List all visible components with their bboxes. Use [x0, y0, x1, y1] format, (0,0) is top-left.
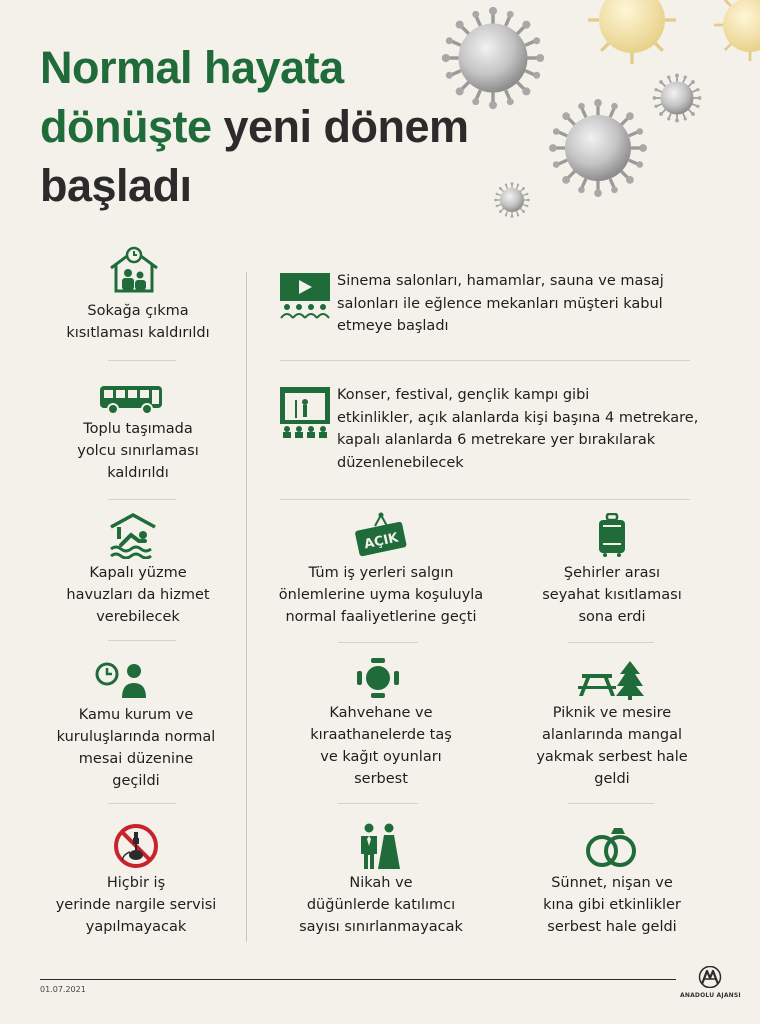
divider [108, 803, 176, 804]
kamu-kurum-text: Kamu kurum ve kuruluşlarında normal mesai düzenine geçildi [56, 707, 216, 789]
kapali-yuzme-text: Kapalı yüzme havuzları da hizmet verebilecek [66, 565, 210, 625]
virus-illustration [420, 0, 760, 230]
sunnet-text: Sünnet, nişan ve kına gibi etkinlikler serbest hale geldi [543, 875, 681, 935]
table-chairs-icon [356, 657, 400, 699]
concert-stage-icon [279, 386, 331, 438]
aa-logo-icon [695, 966, 725, 988]
konser-text: Konser, festival, gençlik kampı gibi etkinlikler, açık alanlarda kişi başına 4 metrekare, kapalı alanlarda 6 metrekare yer bırakılarak düzenlenebilecek [337, 387, 699, 471]
open-sign-icon [353, 512, 409, 558]
title-line-2-green: dönüşte [40, 101, 212, 152]
seyahat-text: Şehirler arası seyahat kısıtlaması sona erdi [542, 565, 682, 625]
no-hookah-icon [112, 822, 160, 870]
title-line-3: başladı [40, 160, 192, 211]
picnic-tree-icon [578, 660, 646, 700]
divider [568, 642, 654, 643]
divider [280, 499, 690, 500]
wedding-couple-icon [356, 822, 404, 870]
divider [280, 360, 690, 361]
piknik-text: Piknik ve mesire alanlarında mangal yakmak serbest hale geldi [536, 705, 688, 787]
suitcase-icon [598, 513, 626, 557]
divider [108, 640, 176, 641]
bus-icon [99, 385, 163, 415]
rings-icon [584, 826, 640, 870]
column-divider [246, 272, 247, 942]
clock-person-icon [95, 660, 155, 700]
divider [108, 499, 176, 500]
title-line-2-dark: yeni dönem [211, 101, 469, 152]
swimming-pool-icon [109, 513, 157, 559]
divider [568, 803, 654, 804]
open-sign-label: AÇIK [362, 530, 400, 553]
logo-name: ANADOLU AJANSI [680, 992, 741, 999]
toplu-tasima-text: Toplu taşımada yolcu sınırlaması kaldırıldı [77, 421, 199, 481]
cinema-icon [279, 272, 331, 320]
nikah-text: Nikah ve düğünlerde katılımcı sayısı sınırlanmayacak [299, 875, 463, 935]
footer-rule [40, 979, 676, 980]
sokaga-cikma-text: Sokağa çıkma kısıtlaması kaldırıldı [66, 303, 210, 341]
anadolu-logo [680, 966, 741, 999]
title-line-1: Normal hayata [40, 42, 344, 93]
page-title [40, 38, 469, 215]
date-stamp: 01.07.2021 [40, 985, 86, 994]
divider [338, 803, 418, 804]
sinema-text: Sinema salonları, hamamlar, sauna ve masaj salonları ile eğlence mekanları müşteri kabul etmeye başladı [337, 273, 664, 334]
kahvehane-text: Kahvehane ve kıraathanelerde taş ve kağıt oyunları serbest [310, 705, 452, 787]
home-clock-icon [108, 246, 160, 294]
divider [338, 642, 418, 643]
divider [108, 360, 176, 361]
nargile-text: Hiçbir iş yerinde nargile servisi yapılmayacak [55, 875, 217, 935]
is-yerleri-text: Tüm iş yerleri salgın önlemlerine uyma koşuluyla normal faaliyetlerine geçti [278, 565, 484, 625]
